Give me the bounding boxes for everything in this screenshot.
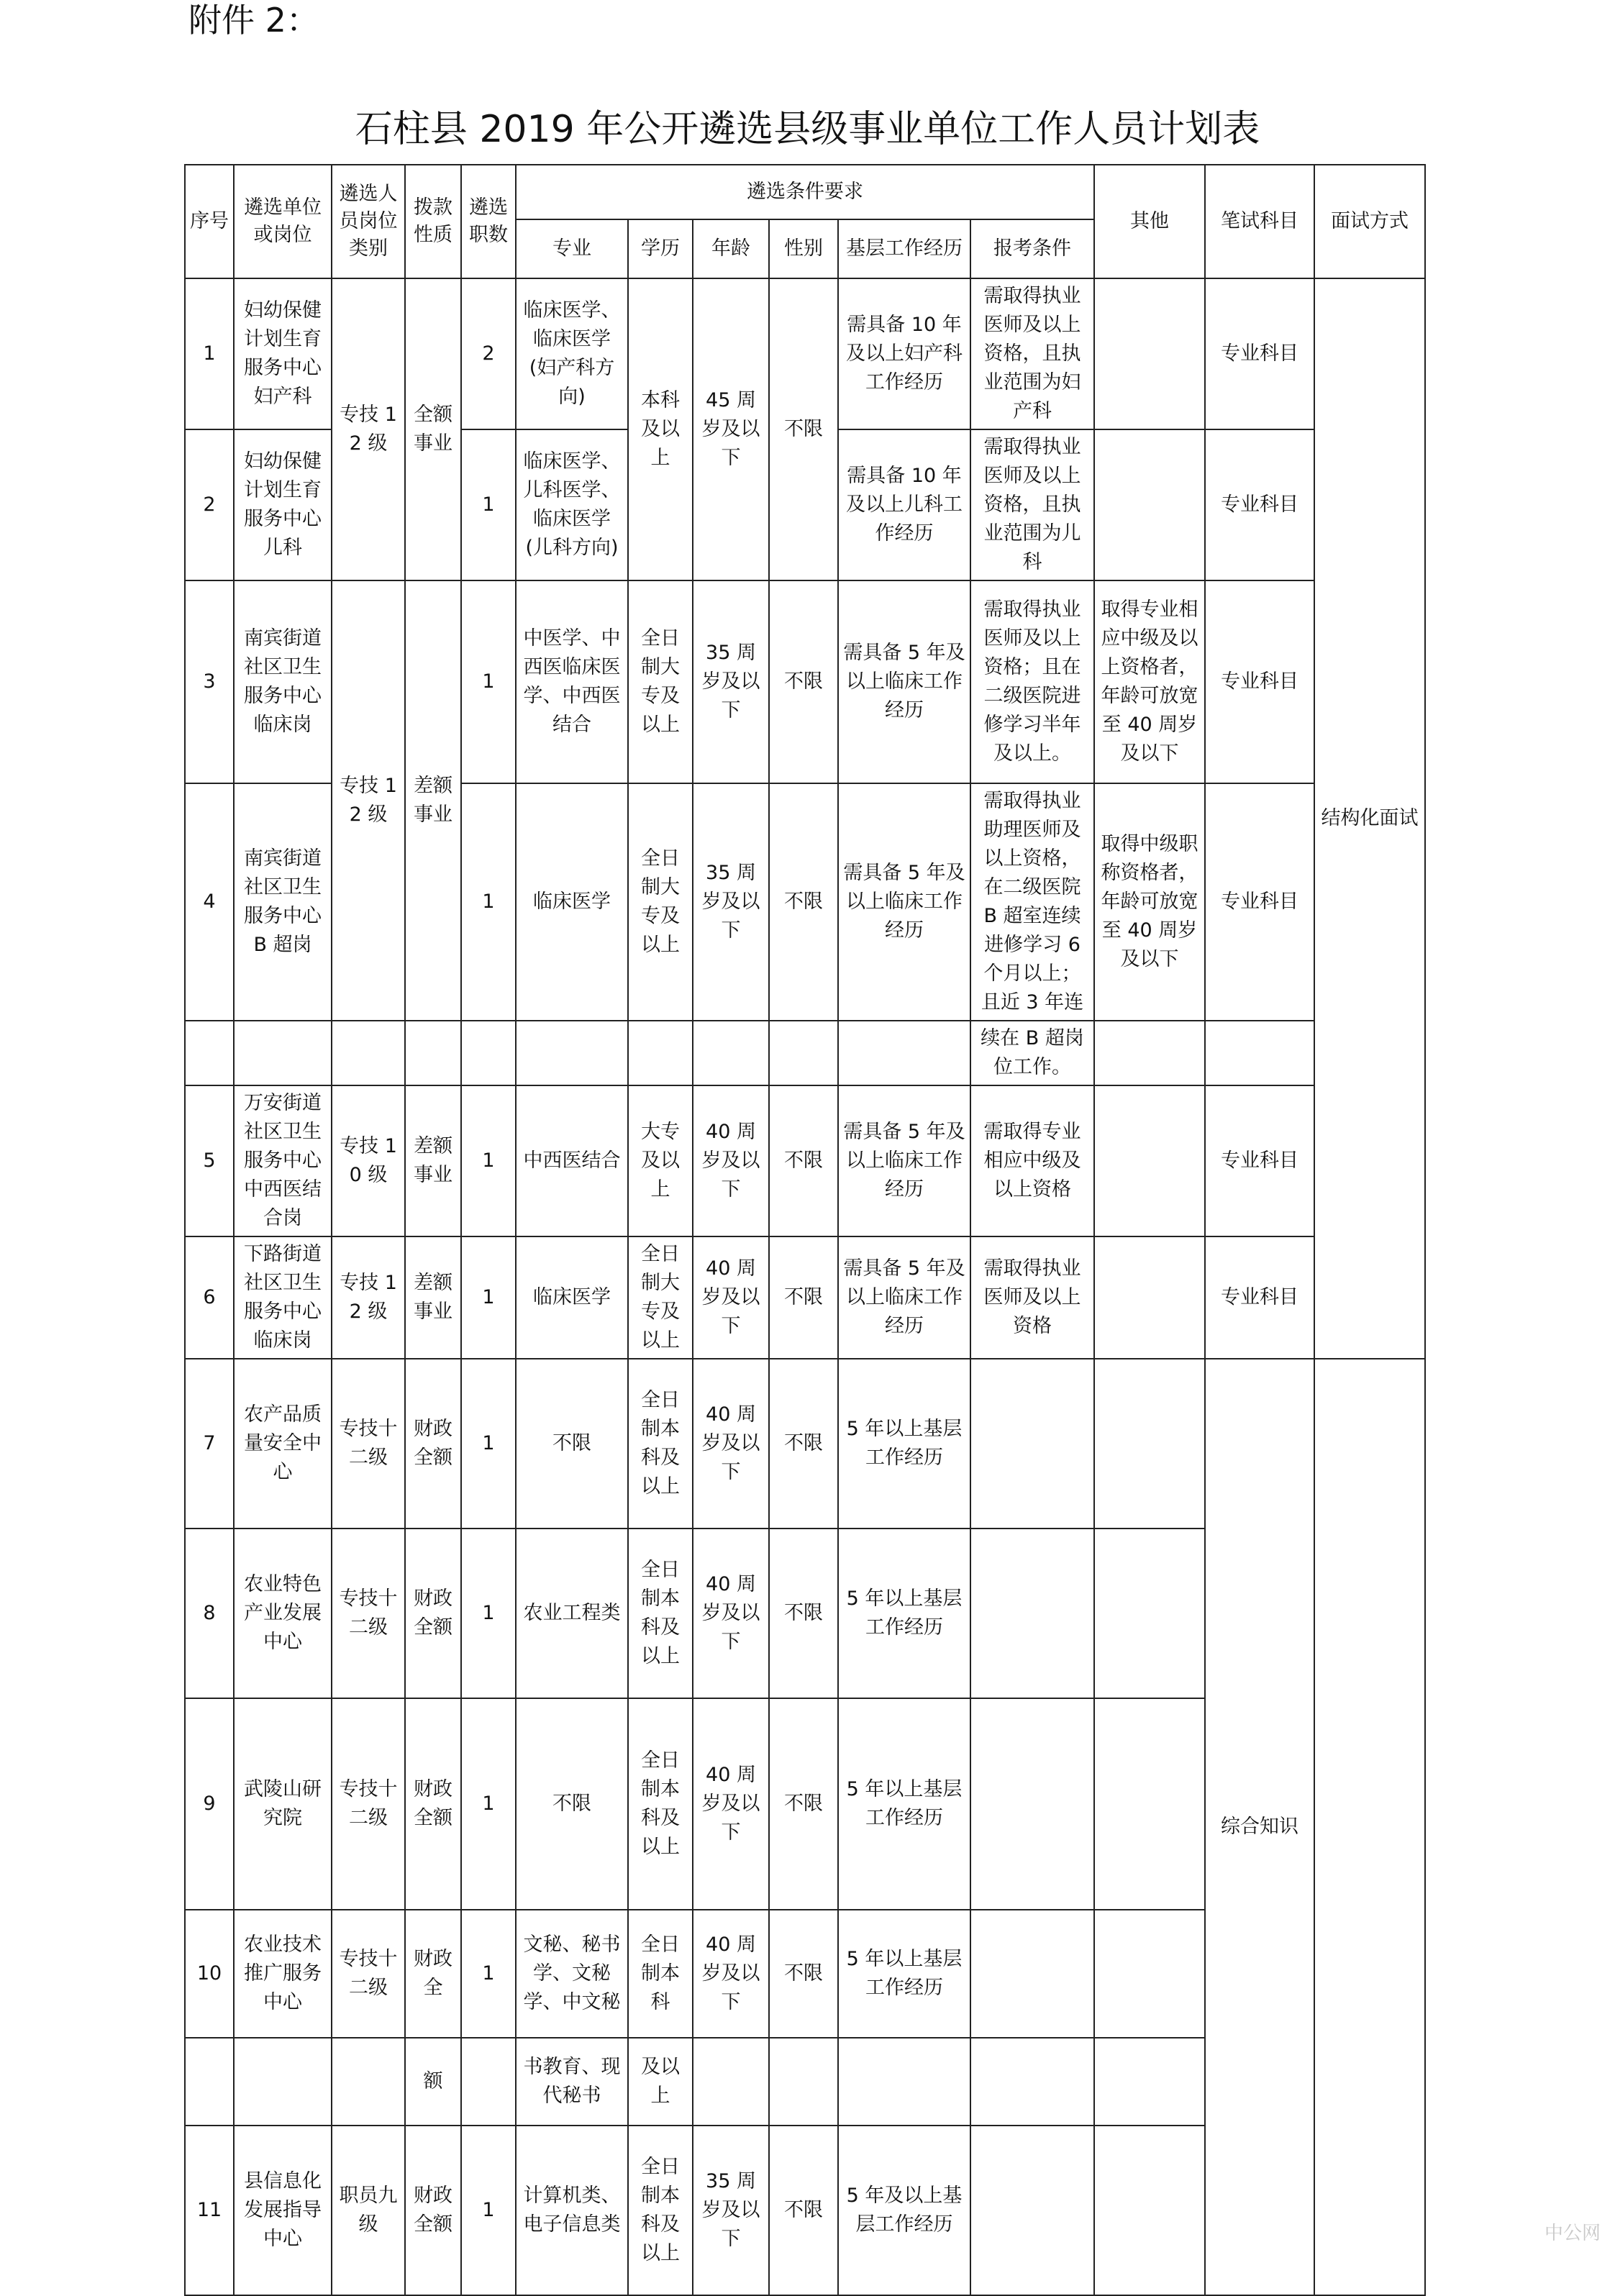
row-age: 40 周岁及以下 — [693, 1236, 769, 1359]
row-count: 1 — [461, 1529, 516, 1698]
row-experience: 需具备 10 年及以上儿科工作经历 — [838, 429, 970, 580]
row-major-cont: 书教育、现代秘书 — [516, 2038, 628, 2126]
row-education: 本科及以上 — [628, 278, 693, 580]
header-interview: 面试方式 — [1314, 165, 1425, 278]
row-requirements — [970, 1910, 1094, 2038]
row-unit: 农业特色产业发展中心 — [234, 1529, 332, 1698]
row-education-cont: 及以上 — [628, 2038, 693, 2126]
row-requirements: 需取得专业相应中级及以上资格 — [970, 1085, 1094, 1236]
row-unit: 下路街道社区卫生服务中心临床岗 — [234, 1236, 332, 1359]
row-major: 临床医学、临床医学(妇产科方向) — [516, 278, 628, 429]
row-gender: 不限 — [769, 2126, 838, 2295]
row-category: 专技十二级 — [332, 1529, 405, 1698]
row-written: 专业科目 — [1205, 1085, 1314, 1236]
row-gender: 不限 — [769, 1910, 838, 2038]
row-seq: 7 — [185, 1359, 234, 1529]
row-age: 45 周岁及以下 — [693, 278, 769, 580]
row-major: 中西医结合 — [516, 1085, 628, 1236]
row-category: 专技 10 级 — [332, 1085, 405, 1236]
header-requirements: 报考条件 — [970, 219, 1094, 278]
row-seq: 2 — [185, 429, 234, 580]
row-written: 专业科目 — [1205, 580, 1314, 783]
row-other — [1094, 1698, 1205, 1910]
page-title: 石柱县 2019 年公开遴选县级事业单位工作人员计划表 — [355, 108, 1260, 151]
row-experience: 需具备 5 年及以上临床工作经历 — [838, 580, 970, 783]
row-seq: 8 — [185, 1529, 234, 1698]
attachment-label: 附件 2： — [188, 1, 319, 40]
row-experience: 5 年及以上基层工作经历 — [838, 2126, 970, 2295]
row-other — [1094, 429, 1205, 580]
row-funding: 差额事业 — [405, 1236, 461, 1359]
header-major: 专业 — [516, 219, 628, 278]
row-other — [1094, 2126, 1205, 2295]
row-education: 全日制大专及以上 — [628, 783, 693, 1021]
header-count: 遴选职数 — [461, 165, 516, 278]
row-other — [1094, 1085, 1205, 1236]
row-education: 全日制大专及以上 — [628, 580, 693, 783]
row-age: 40 周岁及以下 — [693, 1359, 769, 1529]
row-experience: 需具备 10 年及以上妇产科工作经历 — [838, 278, 970, 429]
row-requirements — [970, 1359, 1094, 1529]
row-unit: 妇幼保健计划生育服务中心妇产科 — [234, 278, 332, 429]
header-category: 遴选人员岗位类别 — [332, 165, 405, 278]
row-count: 1 — [461, 1910, 516, 2038]
row-education: 全日制大专及以上 — [628, 1236, 693, 1359]
row-other — [1094, 278, 1205, 429]
row-count: 1 — [461, 1085, 516, 1236]
table-row — [185, 1359, 1425, 1529]
header-seq: 序号 — [185, 165, 234, 278]
row-seq: 6 — [185, 1236, 234, 1359]
row-major: 中医学、中西医临床医学、中西医结合 — [516, 580, 628, 783]
row-written: 专业科目 — [1205, 278, 1314, 429]
table-row — [185, 580, 1425, 783]
row-gender: 不限 — [769, 1698, 838, 1910]
row-count: 1 — [461, 1359, 516, 1529]
watermark-logo: 中公网 — [1544, 2223, 1601, 2244]
row-age: 40 周岁及以下 — [693, 1085, 769, 1236]
row-requirements: 需取得执业医师及以上资格，且执业范围为妇产科 — [970, 278, 1094, 429]
header-conditions: 遴选条件要求 — [516, 165, 1094, 219]
row-category: 专技 12 级 — [332, 580, 405, 1021]
row-seq: 10 — [185, 1910, 234, 2038]
row-other — [1094, 1236, 1205, 1359]
row-count: 1 — [461, 580, 516, 783]
header-age: 年龄 — [693, 219, 769, 278]
row-gender: 不限 — [769, 580, 838, 783]
interview-7-11 — [1314, 1359, 1425, 2295]
row-experience: 5 年以上基层工作经历 — [838, 1910, 970, 2038]
row-seq: 9 — [185, 1698, 234, 1910]
row-count: 1 — [461, 783, 516, 1021]
row-gender: 不限 — [769, 783, 838, 1021]
row-funding-cont: 额 — [405, 2038, 461, 2126]
row-gender: 不限 — [769, 1236, 838, 1359]
row-gender: 不限 — [769, 1359, 838, 1529]
interview-method: 结构化面试 — [1314, 278, 1425, 1359]
row-gender: 不限 — [769, 1085, 838, 1236]
row-major: 临床医学 — [516, 783, 628, 1021]
row-category: 专技十二级 — [332, 1698, 405, 1910]
row-education: 全日制本科及以上 — [628, 1359, 693, 1529]
row-major: 计算机类、电子信息类 — [516, 2126, 628, 2295]
row-education: 全日制本科及以上 — [628, 1698, 693, 1910]
row-education: 全日制本科及以上 — [628, 1529, 693, 1698]
row-category: 专技十二级 — [332, 1910, 405, 2038]
row-experience: 需具备 5 年及以上临床工作经历 — [838, 1085, 970, 1236]
row-funding: 全额事业 — [405, 278, 461, 580]
row-major: 临床医学 — [516, 1236, 628, 1359]
row-unit: 农业技术推广服务中心 — [234, 1910, 332, 2038]
row-category: 专技 12 级 — [332, 1236, 405, 1359]
row-gender: 不限 — [769, 278, 838, 580]
row-written: 专业科目 — [1205, 429, 1314, 580]
row-requirements — [970, 1698, 1094, 1910]
plan-table — [184, 164, 1426, 2296]
row-other — [1094, 1359, 1205, 1529]
row-unit: 妇幼保健计划生育服务中心儿科 — [234, 429, 332, 580]
row-funding: 财政全额 — [405, 2126, 461, 2295]
row-unit: 南宾街道社区卫生服务中心临床岗 — [234, 580, 332, 783]
row-other: 取得专业相应中级及以上资格者，年龄可放宽至 40 周岁及以下 — [1094, 580, 1205, 783]
row-major: 不限 — [516, 1359, 628, 1529]
row-category: 职员九级 — [332, 2126, 405, 2295]
row-age: 40 周岁及以下 — [693, 1910, 769, 2038]
row-count: 1 — [461, 2126, 516, 2295]
row-unit: 万安街道社区卫生服务中心中西医结合岗 — [234, 1085, 332, 1236]
row-category: 专技十二级 — [332, 1359, 405, 1529]
row-seq: 4 — [185, 783, 234, 1021]
table-row — [185, 1085, 1425, 1236]
row-requirements: 需取得执业医师及以上资格 — [970, 1236, 1094, 1359]
row-unit: 县信息化发展指导中心 — [234, 2126, 332, 2295]
header-unit: 遴选单位或岗位 — [234, 165, 332, 278]
row-experience: 需具备 5 年及以上临床工作经历 — [838, 783, 970, 1021]
row-age: 40 周岁及以下 — [693, 1698, 769, 1910]
row-requirements: 需取得执业医师及以上资格；且在二级医院进修学习半年及以上。 — [970, 580, 1094, 783]
row-seq: 5 — [185, 1085, 234, 1236]
row-requirements-cont: 续在 B 超岗位工作。 — [970, 1021, 1094, 1085]
table-row — [185, 278, 1425, 429]
row-count: 2 — [461, 278, 516, 429]
header-funding: 拨款性质 — [405, 165, 461, 278]
row-other: 取得中级职称资格者，年龄可放宽至 40 周岁及以下 — [1094, 783, 1205, 1021]
row-unit: 农产品质量安全中心 — [234, 1359, 332, 1529]
row-major: 临床医学、儿科医学、临床医学(儿科方向) — [516, 429, 628, 580]
row-major: 文秘、秘书学、文秘学、中文秘 — [516, 1910, 628, 2038]
row-funding: 财政全额 — [405, 1529, 461, 1698]
row-experience: 5 年以上基层工作经历 — [838, 1359, 970, 1529]
row-requirements — [970, 1529, 1094, 1698]
row-age: 35 周岁及以下 — [693, 580, 769, 783]
row-major: 不限 — [516, 1698, 628, 1910]
row-age: 40 周岁及以下 — [693, 1529, 769, 1698]
header-other: 其他 — [1094, 165, 1205, 278]
header-experience: 基层工作经历 — [838, 219, 970, 278]
row-count: 1 — [461, 1236, 516, 1359]
row-category: 专技 12 级 — [332, 278, 405, 580]
row-requirements — [970, 2126, 1094, 2295]
row-education: 全日制本科及以上 — [628, 2126, 693, 2295]
row-other — [1094, 1910, 1205, 2038]
header-row-1 — [185, 165, 1425, 219]
row-age: 35 周岁及以下 — [693, 783, 769, 1021]
row-experience: 5 年以上基层工作经历 — [838, 1698, 970, 1910]
row-other — [1094, 1529, 1205, 1698]
row-funding: 差额事业 — [405, 580, 461, 1021]
row-funding: 财政全 — [405, 1910, 461, 2038]
row-experience: 需具备 5 年及以上临床工作经历 — [838, 1236, 970, 1359]
table-row-continuation — [185, 1021, 1425, 1085]
row-funding: 财政全额 — [405, 1698, 461, 1910]
row-written: 专业科目 — [1205, 783, 1314, 1021]
row-unit: 南宾街道社区卫生服务中心 B 超岗 — [234, 783, 332, 1021]
header-written: 笔试科目 — [1205, 165, 1314, 278]
written-subject-7-11: 综合知识 — [1205, 1359, 1314, 2295]
row-experience: 5 年以上基层工作经历 — [838, 1529, 970, 1698]
row-seq: 1 — [185, 278, 234, 429]
row-seq: 11 — [185, 2126, 234, 2295]
header-gender: 性别 — [769, 219, 838, 278]
row-gender: 不限 — [769, 1529, 838, 1698]
row-funding: 财政全额 — [405, 1359, 461, 1529]
header-education: 学历 — [628, 219, 693, 278]
row-count: 1 — [461, 1698, 516, 1910]
row-seq: 3 — [185, 580, 234, 783]
table-row — [185, 1236, 1425, 1359]
row-unit: 武陵山研究院 — [234, 1698, 332, 1910]
row-requirements: 需取得执业医师及以上资格，且执业范围为儿科 — [970, 429, 1094, 580]
row-funding: 差额事业 — [405, 1085, 461, 1236]
row-count: 1 — [461, 429, 516, 580]
row-education: 全日制本科 — [628, 1910, 693, 2038]
row-education: 大专及以上 — [628, 1085, 693, 1236]
row-major: 农业工程类 — [516, 1529, 628, 1698]
row-age: 35 周岁及以下 — [693, 2126, 769, 2295]
row-written: 专业科目 — [1205, 1236, 1314, 1359]
row-requirements: 需取得执业助理医师及以上资格，在二级医院 B 超室连续进修学习 6 个月以上；且近 3 年连 — [970, 783, 1094, 1021]
